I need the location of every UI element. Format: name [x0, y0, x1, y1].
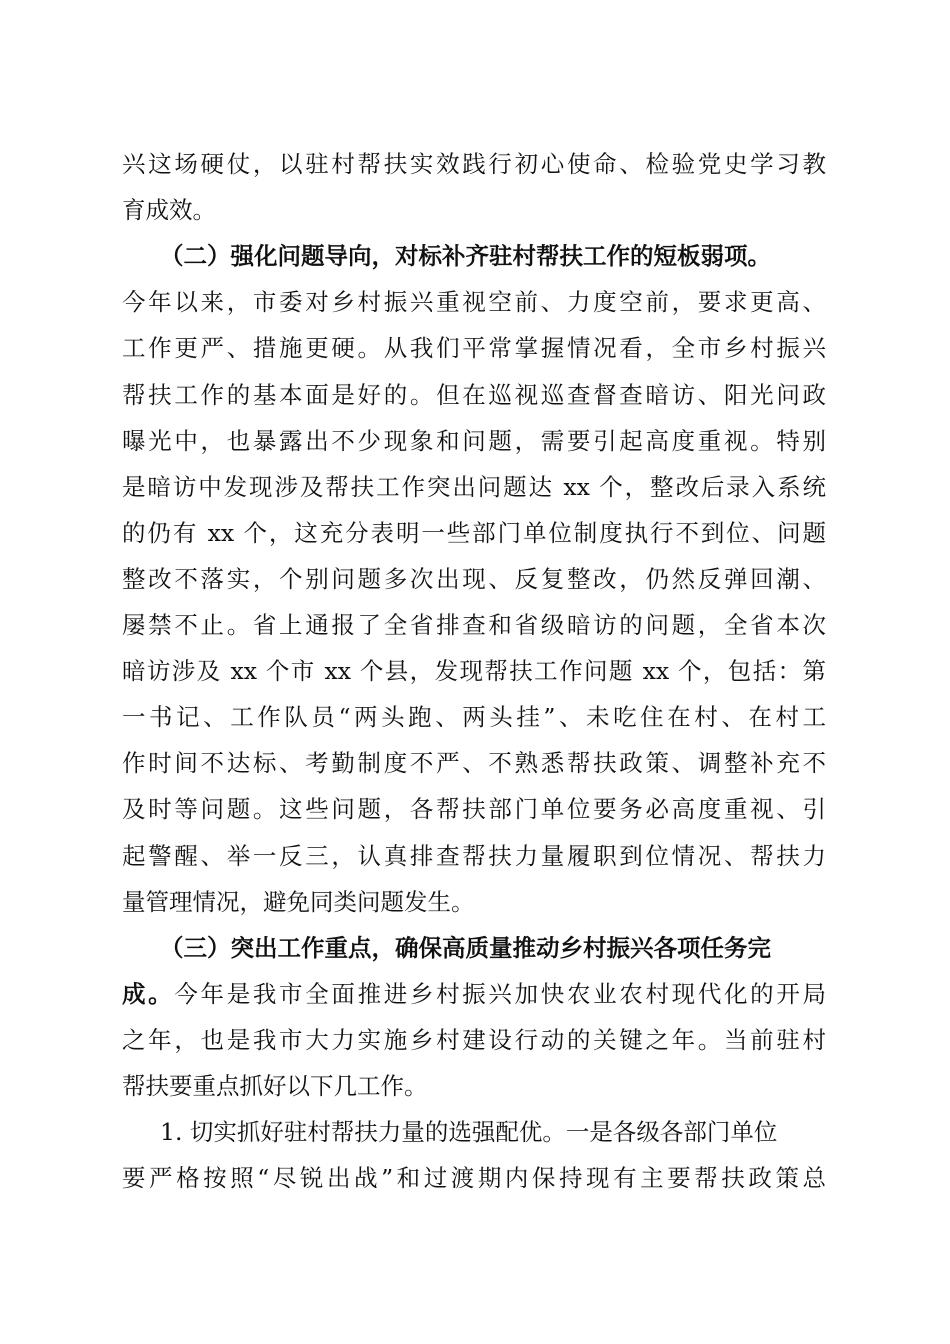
line-text: 育成效。: [122, 196, 216, 225]
document-line: [122, 1063, 826, 1109]
document-line: [122, 187, 826, 233]
line-text: 屡禁不止。省上通报了全省排查和省级暗访的问题，全省本次: [122, 611, 826, 639]
section-heading: （二）强化问题导向，对标补齐驻村帮扶工作的短板弱项。: [160, 242, 771, 271]
section-heading: 成。: [122, 979, 175, 1008]
document-line: [122, 833, 826, 879]
line-text: 1. 切实抓好驻村帮扶力量的选强配优。一是各级各部门单位: [160, 1118, 778, 1147]
line-text: 作时间不达标、考勤制度不严、不熟悉帮扶政策、调整补充不: [122, 749, 826, 778]
document-line: [122, 372, 826, 418]
line-text: 曝光中，也暴露出不少现象和问题，需要引起高度重视。特别: [122, 426, 826, 455]
line-text: 量管理情况，避免同类问题发生。: [122, 887, 475, 916]
line-text: 兴这场硬仗，以驻村帮扶实效践行初心使命、检验党史学习教: [122, 150, 826, 178]
line-text: 起警醒、举一反三，认真排查帮扶力量履职到位情况、帮扶力: [122, 841, 826, 870]
document-line: [122, 556, 826, 602]
line-text: 今年是我市全面推进乡村振兴加快农业农村现代化的开局: [174, 979, 826, 1008]
line-text: 暗访涉及 xx 个市 xx 个县，发现帮扶工作问题 xx 个，包括：第: [122, 657, 826, 686]
document-line: [122, 786, 826, 832]
document-line: [122, 602, 826, 648]
line-text: 及时等问题。这些问题，各帮扶部门单位要务必高度重视、引: [122, 795, 826, 824]
document-line: [122, 971, 826, 1017]
document-line: [122, 510, 826, 556]
document-line: [122, 740, 826, 786]
document-line: [122, 879, 826, 925]
document-line: [122, 694, 826, 740]
document-line: [122, 648, 826, 694]
document-line: [122, 464, 826, 510]
document-line: [122, 1017, 826, 1063]
line-text: 之年，也是我市大力实施乡村建设行动的关键之年。当前驻村: [122, 1025, 826, 1054]
line-text: 帮扶要重点抓好以下几工作。: [122, 1072, 428, 1100]
line-text: 今年以来，市委对乡村振兴重视空前、力度空前，要求更高、: [122, 288, 826, 317]
document-line: [122, 1155, 826, 1201]
line-text: 帮扶工作的基本面是好的。但在巡视巡查督查暗访、阳光问政: [122, 380, 826, 409]
line-text: 一书记、工作队员“两头跑、两头挂”、未吃住在村、在村工: [122, 703, 826, 732]
line-text: 工作更严、措施更硬。从我们平常掌握情况看，全市乡村振兴: [122, 334, 826, 363]
line-text: 的仍有 xx 个，这充分表明一些部门单位制度执行不到位、问题: [122, 518, 826, 547]
section-heading: （三）突出工作重点，确保高质量推动乡村振兴各项任务完: [160, 933, 771, 962]
document-line: [122, 418, 826, 464]
line-text: 要严格按照“尽锐出战”和过渡期内保持现有主要帮扶政策总: [122, 1164, 826, 1193]
document-line: [160, 1109, 826, 1155]
document-line: [160, 925, 826, 971]
line-text: 是暗访中发现涉及帮扶工作突出问题达 xx 个，整改后录入系统: [122, 472, 826, 501]
document-line: [122, 279, 826, 325]
line-text: 整改不落实，个别问题多次出现、反复整改，仍然反弹回潮、: [122, 564, 826, 593]
document-line: [122, 325, 826, 371]
document-line: [122, 141, 826, 187]
document-line: [160, 233, 826, 279]
